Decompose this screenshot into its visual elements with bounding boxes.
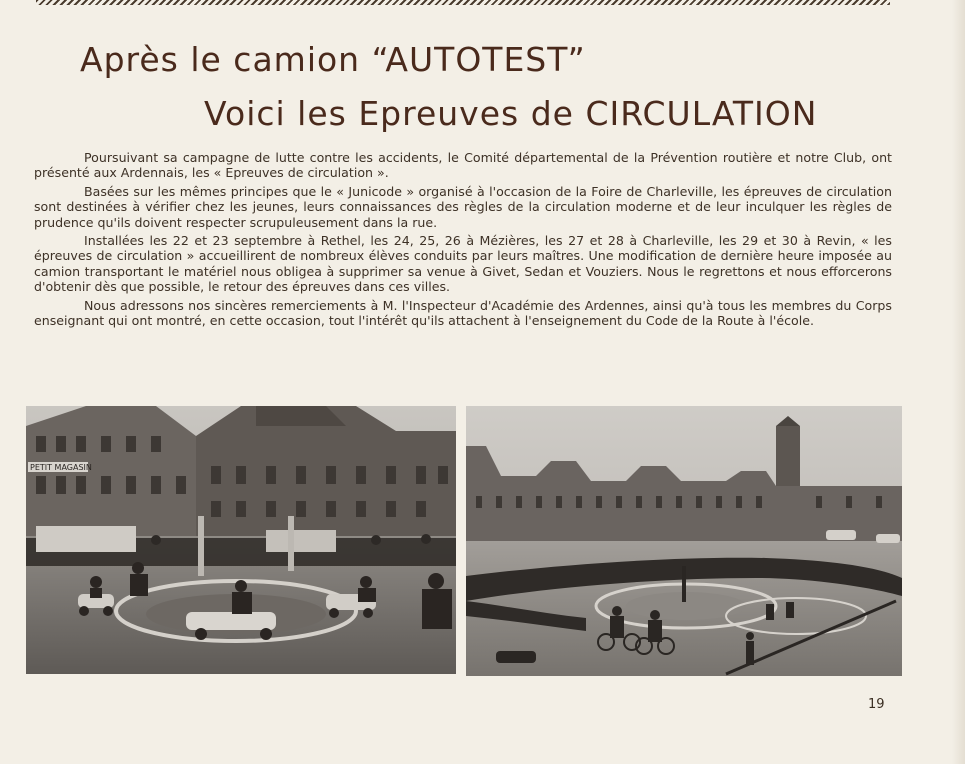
photo-right-illustration	[466, 406, 902, 676]
photo-crowd-circuit	[466, 406, 902, 676]
shop-sign-text: PETIT MAGASIN	[30, 463, 92, 472]
photo-left-illustration	[26, 406, 456, 674]
headline-line-1: Après le camion “AUTOTEST”	[80, 40, 586, 79]
paragraph-3: Installées les 22 et 23 septembre à Rethel, les 24, 25, 26 à Mézières, les 27 et 28 à Charleville, les 29 et 30 à Revin, « les épreuves de circulation » accueillirent de nombreux élèves conduits par leurs maîtres. Une modification de dernière heure imposée au camion transportant le matériel nous obligea à supprimer sa venue à Givet, Sedan et Vouziers. Nous le regrettons et nous efforcerons d'obtenir dès que possible, le retour des épreuves dans ces villes.	[34, 233, 892, 295]
paragraph-4: Nous adressons nos sincères remerciements à M. l'Inspecteur d'Académie des Ardennes, ainsi qu'à tous les membres du Corps enseignant qui ont montré, en cette occasion, tout l'intérêt qu'ils attachent à l'enseignement du Code de la Route à l'école.	[34, 297, 892, 329]
paragraph-2: Basées sur les mêmes principes que le « Junicode » organisé à l'occasion de la Foire de Charleville, les épreuves de circulation sont destinées à vérifier chez les jeunes, leurs connaissances des règles de la circulation moderne et de leur inculquer les règles de prudence qu'ils doivent respecter scrupuleusement dans la rue.	[34, 183, 892, 230]
page-number: 19	[868, 697, 885, 712]
photo-pedal-cars-square	[26, 406, 456, 674]
page-edge-shadow	[952, 0, 965, 764]
top-hatched-rule	[36, 0, 890, 5]
paragraph-1: Poursuivant sa campagne de lutte contre les accidents, le Comité départemental de la Prévention routière et notre Club, ont présenté aux Ardennais, les « Epreuves de circulation ».	[34, 150, 892, 181]
article-body	[34, 150, 892, 331]
headline-line-2: Voici les Epreuves de CIRCULATION	[204, 94, 818, 133]
